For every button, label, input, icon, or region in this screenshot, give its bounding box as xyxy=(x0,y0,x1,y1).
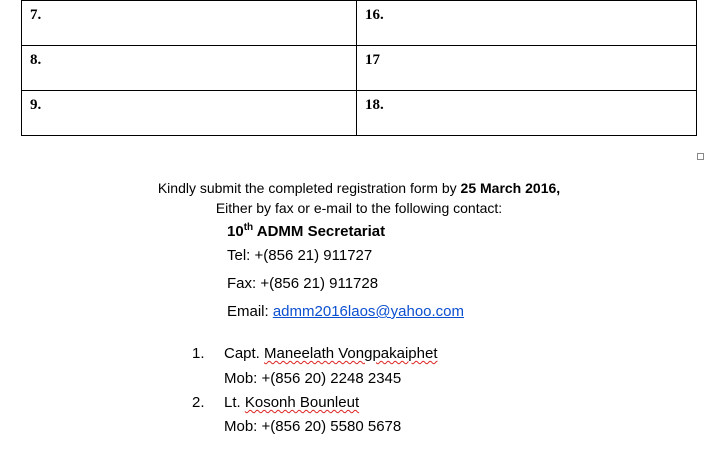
person-mobile: Mob: +(856 20) 2248 2345 xyxy=(224,370,402,387)
person-rank: Lt. xyxy=(224,394,245,411)
table-cell[interactable]: 17 xyxy=(357,46,697,91)
person-name: Maneelath Vongpakaiphet xyxy=(264,345,438,362)
secretariat-heading xyxy=(227,222,385,240)
deadline-text: 25 March 2016, xyxy=(460,180,561,196)
email-link[interactable]: admm2016laos@yahoo.com xyxy=(272,303,465,320)
table-row xyxy=(22,91,697,136)
email-label: Email: xyxy=(227,303,273,320)
instructions-text: Kindly submit the completed registration form by xyxy=(157,180,461,196)
table-cell[interactable]: 7. xyxy=(22,1,357,46)
secretariat-name: ADMM Secretariat xyxy=(253,223,386,240)
fax-line: Fax: +(856 21) 911728 xyxy=(227,275,379,292)
person-name-line xyxy=(224,394,359,411)
table-cell[interactable]: 9. xyxy=(22,91,357,136)
instructions-line-2: Either by fax or e-mail to the following contact: xyxy=(215,200,503,216)
tel-line: Tel: +(856 21) 911727 xyxy=(227,247,373,264)
table-cell[interactable]: 18. xyxy=(357,91,697,136)
secretariat-superscript: th xyxy=(243,222,254,233)
person-mobile: Mob: +(856 20) 5580 5678 xyxy=(224,418,402,435)
person-name-line xyxy=(224,345,438,362)
person-name: Kosonh Bounleut xyxy=(244,394,360,411)
table-cell[interactable]: 16. xyxy=(357,1,697,46)
table-row xyxy=(22,46,697,91)
table-cell[interactable]: 8. xyxy=(22,46,357,91)
table-resize-handle[interactable] xyxy=(697,153,704,160)
registration-table xyxy=(21,0,697,136)
list-number: 1. xyxy=(192,345,205,362)
email-line xyxy=(227,303,464,320)
person-rank: Capt. xyxy=(224,345,265,362)
table-row xyxy=(22,1,697,46)
list-number: 2. xyxy=(192,394,205,411)
secretariat-number: 10 xyxy=(227,223,244,240)
instructions-line-1 xyxy=(0,180,718,196)
